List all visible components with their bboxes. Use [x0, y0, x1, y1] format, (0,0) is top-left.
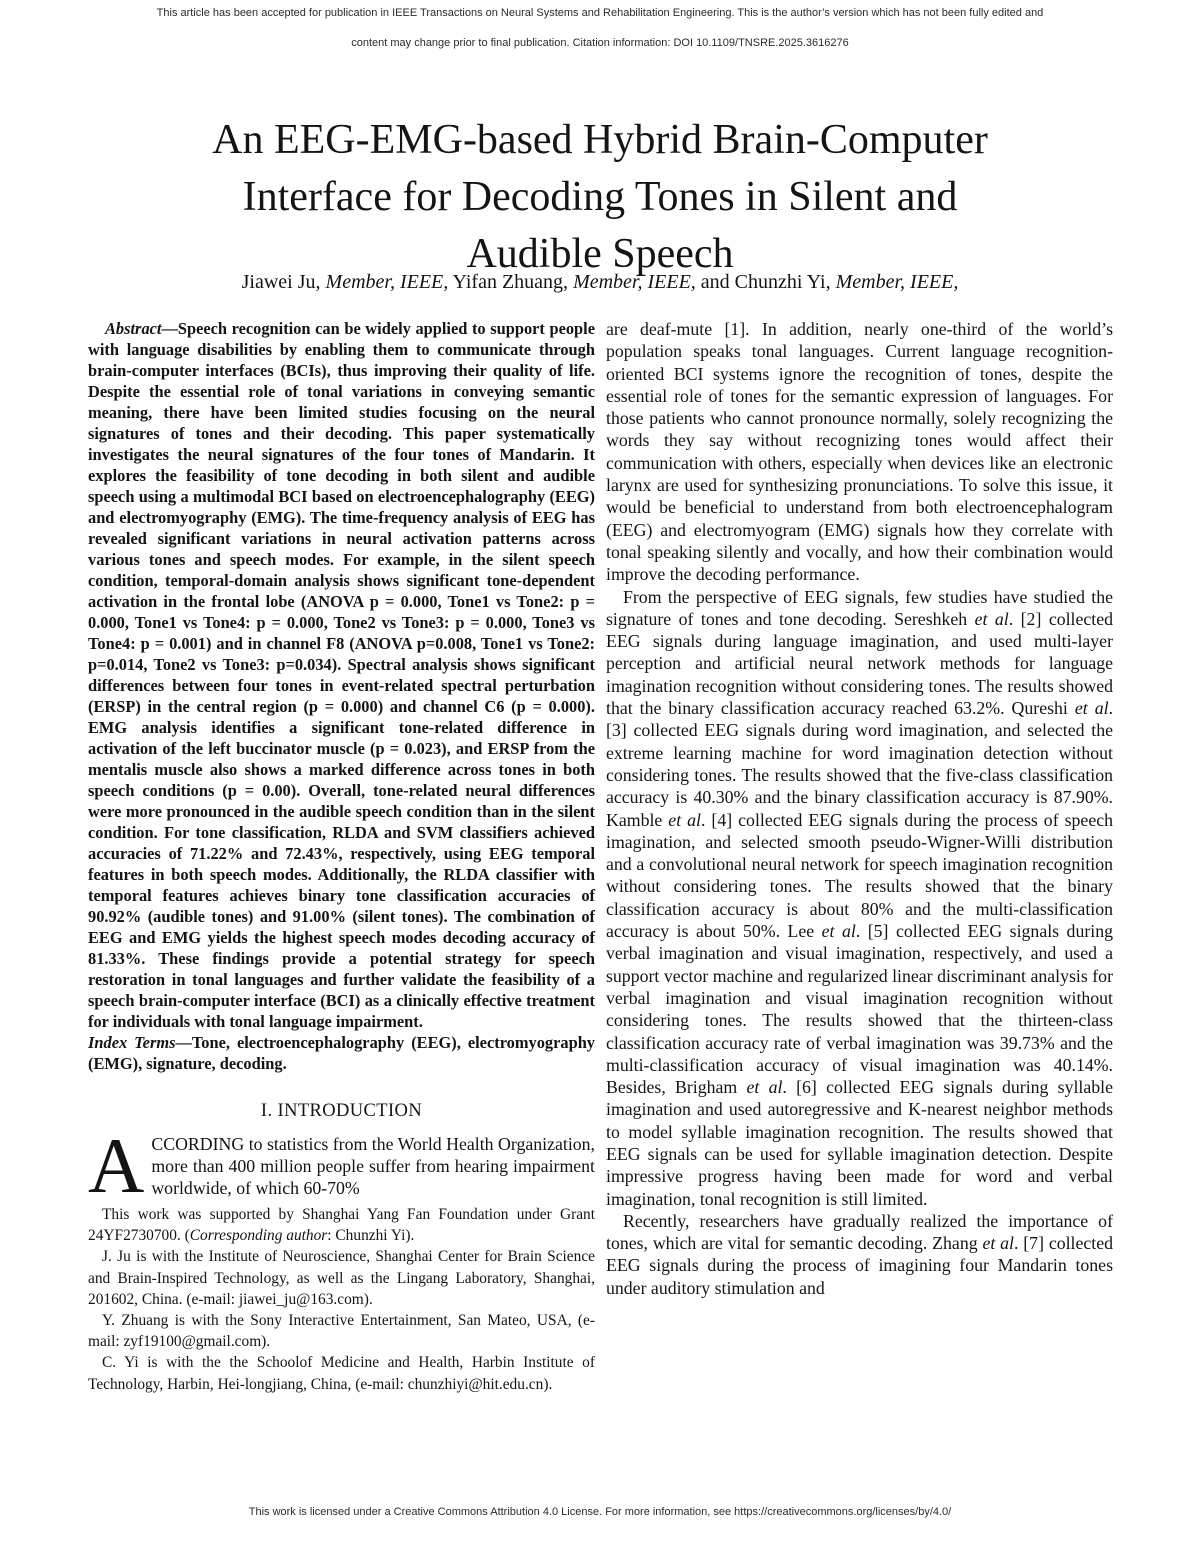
text-run: This work was supported by Shanghai Yang Fan Foundation under Grant 24YF2730700. (	[88, 1206, 595, 1245]
left-column	[88, 318, 595, 1395]
text-run: . [4] collected EEG signals during the process of speech imagination, and selected smooth pseudo-Wigner-Willi distribution and a convolutional neural network for speech imagination recognition without considering tones. The results showed that the binary classification accuracy is about 80% and the multi-classification accuracy is about 50%. Lee	[606, 809, 1113, 942]
text-run: Y. Zhuang is with the Sony Interactive Entertainment, San Mateo, USA, (e-mail: zyf19100@gmail.com).	[88, 1312, 595, 1351]
text-run: are deaf-mute [1]. In addition, nearly one-third of the world’s population speaks tonal languages. Current language recognition-oriented BCI systems ignore the recognition of tones, despite the essential role of tones for the semantic expression of languages. For those patients who cannot pronounce normally, solely recognizing the words they say without recognizing tones would affect their communication with others, especially when devices like an electronic larynx are used for synthesizing pronunciations. To solve this issue, it would be beneficial to understand from both electroencephalogram (EEG) and electromyogram (EMG) signals how they correlate with tonal speaking silently and vocally, and how their combination would improve the decoding performance.	[606, 319, 1113, 585]
italic-text-run: Index Terms	[88, 1033, 176, 1052]
body-paragraph	[606, 586, 1113, 1210]
italic-text-run: Member, IEEE,	[573, 271, 696, 293]
paper-title	[0, 112, 1200, 283]
section-heading-introduction: I. INTRODUCTION	[260, 1101, 423, 1121]
italic-text-run: et al	[982, 1233, 1014, 1254]
text-run: . [7] collected EEG signals during the process of imagining four Mandarin tones under auditory stimulation and	[606, 1233, 1113, 1298]
italic-text-run: et al	[974, 608, 1009, 629]
text-run: Recently, researchers have gradually realized the importance of tones, which are vital for semantic decoding. Zhang	[606, 1210, 1113, 1254]
footnote	[88, 1204, 595, 1246]
acceptance-notice-line1: This article has been accepted for publication in IEEE Transactions on Neural Systems and Rehabilitation Engineering. This is the author’s version which has not been fully edited and	[156, 7, 1044, 19]
footnotes-block	[88, 1204, 595, 1395]
text-run: —Tone, electroencephalography (EEG), electromyography (EMG), signature, decoding.	[88, 1033, 595, 1073]
intro-paragraph	[88, 1122, 595, 1209]
text-run: . [2] collected EEG signals during language imagination, and used multi-layer perception and artificial neural network methods for language imagination recognition without considering tones. The results showed that the binary classification accuracy reached 63.2%. Qureshi	[606, 608, 1113, 719]
italic-text-run: Member, IEEE,	[835, 271, 959, 293]
text-run: : Chunzhi Yi).	[327, 1227, 415, 1245]
text-run: . [5] collected EEG signals during verbal imagination and visual imagination, respectively, and used a support vector machine and regularized linear discriminant analysis for verbal imagination and visual imagination recognition without considering tones. The results showed that the thirteen-class classification accuracy rate of verbal imagination was 39.73% and the multi-classification accuracy of visual imagination was 40.14%. Besides, Brigham	[606, 921, 1113, 1098]
italic-text-run: et al	[668, 809, 701, 830]
license-footer: This work is licensed under a Creative Commons Attribution 4.0 License. For more information, see https://creativecommons.org/licenses/by/4.0/	[248, 1506, 952, 1518]
footnote	[88, 1310, 595, 1352]
text-run: Jiawei Ju,	[241, 271, 326, 293]
index-terms-paragraph	[88, 1032, 595, 1074]
acceptance-notice-line2: content may change prior to final publication. Citation information: DOI 10.1109/TNSRE.2025.3616276	[351, 37, 849, 49]
dropcap-letter: A	[88, 1122, 145, 1209]
text-run: —Speech recognition can be widely applied to support people with language disabilities by enabling them to communicate through brain-computer interfaces (BCIs), thus improving their quality of life. Despite the essential role of tonal variations in conveying semantic meaning, there have been limited studies focusing on the neural signatures of tones and their decoding. This paper systematically investigates the neural signatures of the four tones of Mandarin. It explores the feasibility of tone decoding in both silent and audible speech using a multimodal BCI based on electroencephalography (EEG) and electromyography (EMG). The time-frequency analysis of EEG has revealed significant variations in neural activation patterns across various tones and speech modes. For example, in the silent speech condition, temporal-domain analysis shows significant tone-dependent activation in the frontal lobe (ANOVA p = 0.000, Tone1 vs Tone2: p = 0.000, Tone1 vs Tone4: p = 0.000, Tone2 vs Tone3: p = 0.000, Tone3 vs Tone4: p = 0.001) and in channel F8 (ANOVA p=0.008, Tone1 vs Tone2: p=0.014, Tone2 vs Tone3: p=0.034). Spectral analysis shows significant differences between four tones in event-related spectral perturbation (ERSP) in the central region (p = 0.000) and channel C6 (p = 0.000). EMG analysis identifies a significant tone-related difference in activation of the left buccinator muscle (p = 0.023), and ERSP from the mentalis muscle also shows a marked difference across tones in both speech conditions (p = 0.00). Overall, tone-related neural differences were more pronounced in the audible speech condition than in the silent condition. For tone classification, RLDA and SVM classifiers achieved accuracies of 71.22% and 72.43%, respectively, using EEG temporal features in both speech modes. Additionally, the RLDA classifier with temporal features achieves binary tone classification accuracies of 90.92% (audible tones) and 91.00% (silent tones). The combination of EEG and EMG yields the highest speech modes decoding accuracy of 81.33%. These findings provide a potential strategy for speech restoration in tonal languages and further validate the feasibility of a speech brain-computer interface (BCI) as a clinically effective treatment for individuals with tonal language impairment.	[88, 319, 595, 1031]
italic-text-run: Corresponding author	[189, 1227, 328, 1245]
intro-paragraph-text: CCORDING to statistics from the World Health Organization, more than 400 million people suffer from hearing impairment worldwide, of which 60-70%	[151, 1134, 595, 1198]
paper-title-line3: Audible Speech	[466, 231, 734, 278]
paper-title-line1: An EEG-EMG-based Hybrid Brain-Computer	[212, 117, 988, 164]
italic-text-run: Member, IEEE,	[325, 271, 449, 293]
text-run: J. Ju is with the Institute of Neuroscience, Shanghai Center for Brain Science and Brain-Inspired Technology, as well as the Lingang Laboratory, Shanghai, 201602, China. (e-mail: jiawei_ju@163.com).	[88, 1248, 595, 1308]
italic-text-run: Abstract	[105, 319, 162, 338]
body-paragraph	[606, 1210, 1113, 1299]
text-run: . [6] collected EEG signals during syllable imagination and used autoregressive and K-nearest neighbor methods to model syllable imagination recognition. The results showed that EEG signals can be used for syllable imagination detection. Despite impressive progress having been made for word and verbal imagination, tonal recognition is still limited.	[606, 1077, 1113, 1209]
abstract-paragraph	[88, 318, 595, 1032]
italic-text-run: et al	[746, 1077, 783, 1098]
acceptance-notice	[0, 7, 1200, 50]
paper-title-line2: Interface for Decoding Tones in Silent and	[242, 174, 958, 221]
italic-text-run: et al	[821, 921, 856, 942]
text-run: . [3] collected EEG signals during word imagination, and selected the extreme learning machine for word imagination detection without considering tones. The results showed that the five-class classification accuracy is 40.30% and the binary classification accuracy is 87.90%. Kamble	[606, 698, 1114, 830]
right-column	[606, 318, 1113, 1299]
text-run: and Chunzhi Yi,	[695, 271, 836, 293]
text-run: Yifan Zhuang,	[448, 271, 574, 293]
authors-line	[0, 271, 1200, 294]
text-run: From the perspective of EEG signals, few studies have studied the signature of tones and tone decoding. Sereshkeh	[606, 586, 1113, 629]
footnote	[88, 1246, 595, 1310]
italic-text-run: et al	[1074, 698, 1109, 719]
footnote	[88, 1352, 595, 1394]
body-paragraph	[606, 318, 1113, 586]
text-run: C. Yi is with the the Schoolof Medicine and Health, Harbin Institute of Technology, Harbin, Hei-longjiang, China, (e-mail: chunzhiyi@hit.edu.cn).	[88, 1354, 595, 1393]
